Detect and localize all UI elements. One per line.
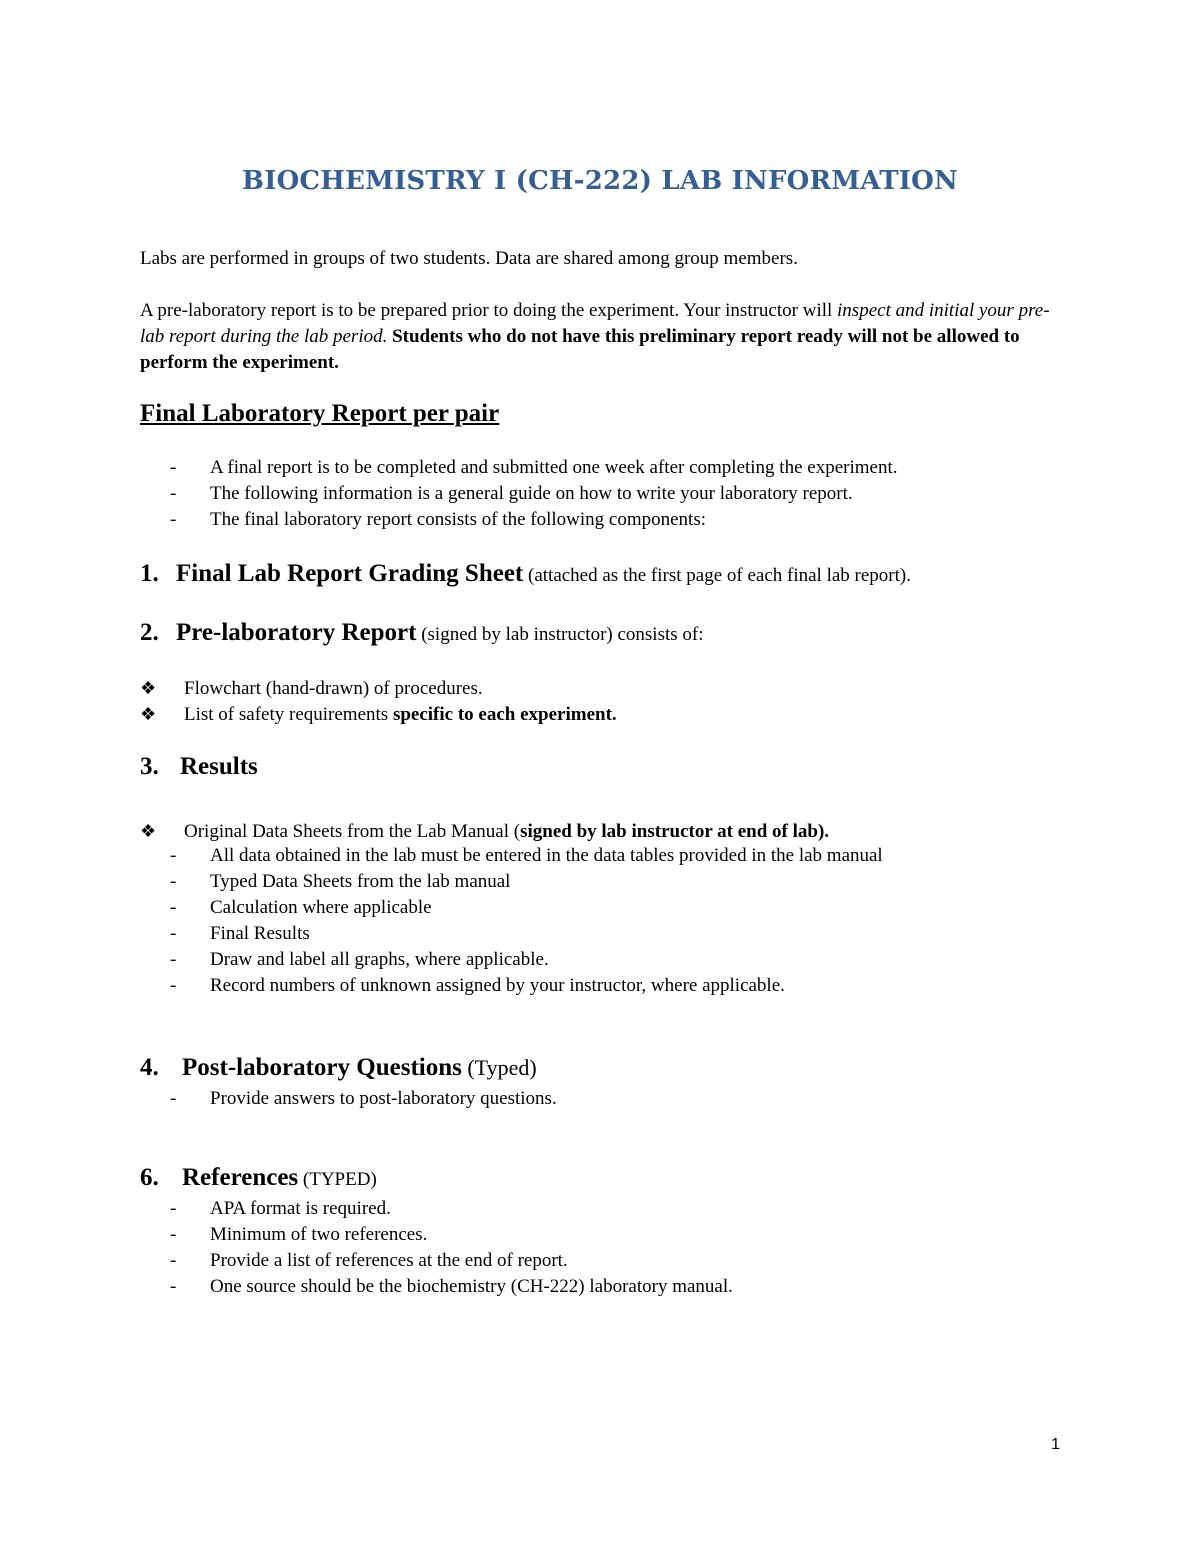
bullet-text: List of safety requirements <box>184 704 393 725</box>
prelab-text: A pre-laboratory report is to be prepared prior to doing the experiment. Your instructor will <box>140 300 838 321</box>
list-item-text: A final report is to be completed and submitted one week after completing the experiment. <box>210 457 898 478</box>
section-number: 2. <box>140 619 159 646</box>
diamond-bullet-icon: ❖ <box>140 678 157 698</box>
list-item-text: One source should be the biochemistry (CH-222) laboratory manual. <box>210 1276 733 1297</box>
bullet-item <box>140 818 829 845</box>
final-report-heading: Final Laboratory Report per pair <box>140 400 500 427</box>
list-item-text: Final Results <box>210 923 310 944</box>
list-item <box>170 1086 1050 1112</box>
section-number: 1. <box>140 560 159 587</box>
bullet-bold-text: signed by lab instructor at end of lab). <box>520 821 830 842</box>
section-number: 3. <box>140 753 159 780</box>
list-item <box>170 455 1050 481</box>
section-number: 4. <box>140 1054 159 1081</box>
list-item-text: Provide answers to post-laboratory questions. <box>210 1088 557 1109</box>
dash-marker: - <box>170 871 177 892</box>
section-heading-3 <box>140 753 258 781</box>
list-item-text: Typed Data Sheets from the lab manual <box>210 871 511 892</box>
bullet-bold-text: specific to each experiment. <box>392 704 617 725</box>
section-heading-6 <box>140 1164 377 1192</box>
list-item <box>170 1222 1050 1248</box>
list-item-text: Record numbers of unknown assigned by your instructor, where applicable. <box>210 975 785 996</box>
prelab-italic-text: inspect and initial your pre-lab report during the lab period. <box>140 300 1050 347</box>
list-item <box>170 869 1050 895</box>
dash-marker: - <box>170 457 177 478</box>
prelab-bold-text: Students who do not have this preliminary report ready will not be allowed to perform the experiment. <box>140 326 1020 373</box>
list-item <box>170 1196 1050 1222</box>
diamond-bullet-icon: ❖ <box>140 821 157 841</box>
dash-marker: - <box>170 923 177 944</box>
list-item <box>170 973 1050 999</box>
list-item-text: The following information is a general guide on how to write your laboratory report. <box>210 483 853 504</box>
list-item-text: The final laboratory report consists of the following components: <box>210 509 706 530</box>
bullet-item <box>140 701 617 728</box>
bullet-item <box>140 675 483 702</box>
list-item <box>170 947 1050 973</box>
section-note: (Typed) <box>461 1055 537 1080</box>
prelab-paragraph <box>140 298 1070 376</box>
section-note: (attached as the first page of each final lab report). <box>523 565 911 586</box>
section-name: Results <box>180 753 258 780</box>
dash-marker: - <box>170 1198 177 1219</box>
dash-marker: - <box>170 1088 177 1109</box>
dash-marker: - <box>170 1250 177 1271</box>
section-heading-2 <box>140 619 704 647</box>
dash-marker: - <box>170 975 177 996</box>
dash-marker: - <box>170 845 177 866</box>
list-item <box>170 1274 1050 1300</box>
list-item-text: Draw and label all graphs, where applicable. <box>210 949 549 970</box>
section-name: Pre-laboratory Report <box>176 619 417 646</box>
dash-marker: - <box>170 1276 177 1297</box>
list-item-text: Provide a list of references at the end of report. <box>210 1250 568 1271</box>
section-heading-1 <box>140 560 911 588</box>
section-note: (TYPED) <box>298 1169 377 1190</box>
diamond-bullet-icon: ❖ <box>140 704 157 724</box>
dash-marker: - <box>170 483 177 504</box>
section-number: 6. <box>140 1164 159 1191</box>
list-item <box>170 843 1050 869</box>
dash-marker: - <box>170 897 177 918</box>
dash-marker: - <box>170 949 177 970</box>
list-item-text: Calculation where applicable <box>210 897 432 918</box>
page-title: BIOCHEMISTRY I (CH-222) LAB INFORMATION <box>242 166 958 196</box>
section-note: (signed by lab instructor) consists of: <box>416 624 704 645</box>
list-item-text: Minimum of two references. <box>210 1224 428 1245</box>
list-item <box>170 507 1050 533</box>
page-number: 1 <box>1051 1436 1060 1453</box>
dash-marker: - <box>170 1224 177 1245</box>
bullet-text: Original Data Sheets from the Lab Manual ( <box>184 821 521 842</box>
list-item <box>170 895 1050 921</box>
list-item <box>170 921 1050 947</box>
list-item-text: All data obtained in the lab must be entered in the data tables provided in the lab manual <box>210 845 883 866</box>
section-name: References <box>182 1164 299 1191</box>
list-item <box>170 481 1050 507</box>
dash-marker: - <box>170 509 177 530</box>
section-name: Final Lab Report Grading Sheet <box>176 560 524 587</box>
section-name: Post-laboratory Questions <box>182 1054 462 1081</box>
section-heading-4 <box>140 1054 537 1082</box>
list-item-text: APA format is required. <box>210 1198 391 1219</box>
intro-paragraph: Labs are performed in groups of two students. Data are shared among group members. <box>140 248 798 269</box>
list-item <box>170 1248 1050 1274</box>
bullet-text: Flowchart (hand-drawn) of procedures. <box>184 678 483 699</box>
